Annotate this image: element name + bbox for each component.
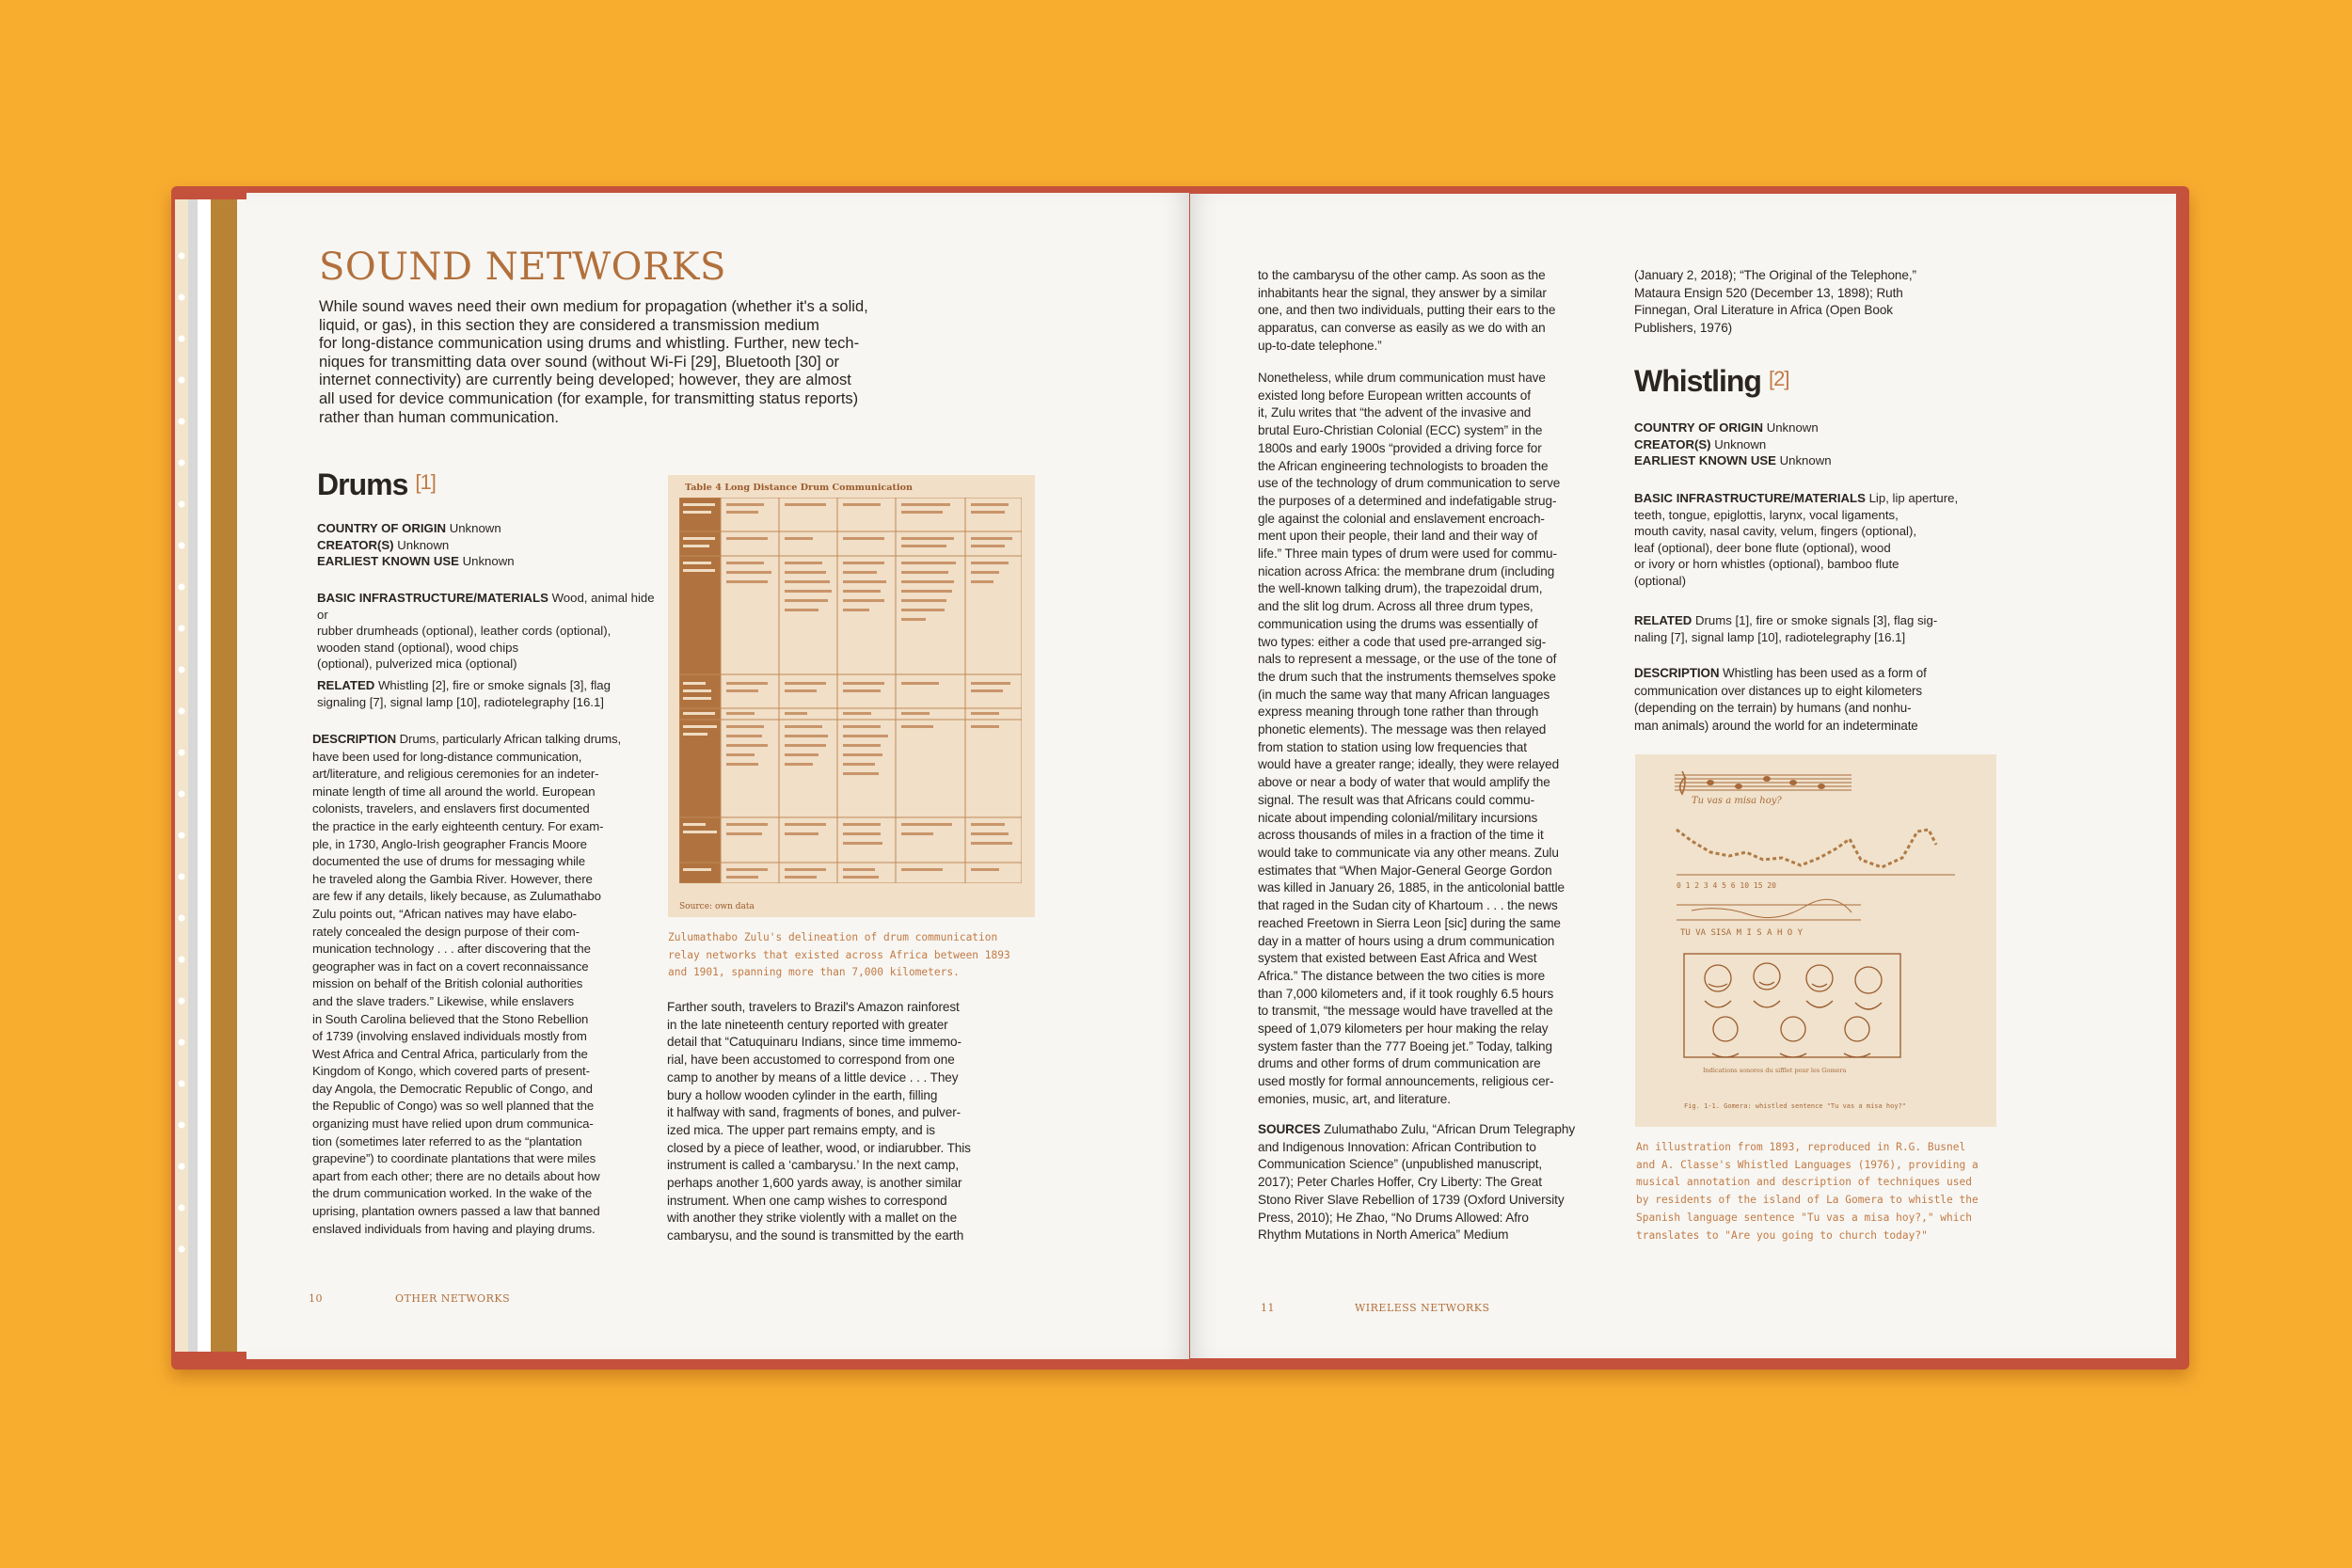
sources-block xyxy=(1258,1121,1634,1244)
drums-related xyxy=(317,677,665,710)
whistling-heading xyxy=(1634,364,1788,399)
illustration-fig-label: Fig. 1-1. Gomera: whistled sentence "Tu vas a misa hoy?" xyxy=(1684,1102,1907,1110)
right-page xyxy=(1190,194,2176,1358)
country-value: Unknown xyxy=(449,521,501,535)
section-intro: While sound waves need their own medium for propagation (whether it's a solid, liquid, or gas), in this section they are considered a transmission medium for long-distance communication using drums and whistling. Further, new tech- niques for transmitting data over sound (without Wi-Fi [29], Bluetooth [30] or internet connectivity) are currently being developed; however, they are almost all used for device communication (for example, for transmitting status reports) rather than human communication. xyxy=(319,298,868,426)
whistling-earliest-label: EARLIEST KNOWN USE xyxy=(1634,453,1776,467)
table-grid xyxy=(679,498,1022,883)
earliest-label: EARLIEST KNOWN USE xyxy=(317,554,459,568)
drums-description xyxy=(312,731,670,1238)
drums-ref: [1] xyxy=(415,470,436,494)
left-folio-number: 10 xyxy=(309,1292,323,1305)
sources-continued: (January 2, 2018); “The Original of the Telephone,” Mataura Ensign 520 (December 13, 1898); Ruth Finnegan, Oral Literature in Africa (Open Book Publishers, 1976) xyxy=(1634,268,1916,336)
materials-label: BASIC INFRASTRUCTURE/MATERIALS xyxy=(317,591,548,605)
drums-column-2: Farther south, travelers to Brazil's Amazon rainforest in the late nineteenth century reported with greater detail that “Catuquinaru Indians, since time immemo- rial, have been accustomed to correspond from one camp to another by means of a little device . . . They bury a hollow wooden cylinder in the earth, filling it halfway with sand, fragments of bones, and pulver- ized mica. The upper part remains empty, and is closed by a piece of leather, wood, or indiarubber. This instrument is called a ‘cambarysu.’ In the next camp, perhaps another 1,600 yards away, is another similar instrument. When one camp wishes to correspond with another they strike violently with a mallet on the cambarysu, and the sound is transmitted by the earth xyxy=(667,1000,971,1243)
whistling-description-value: Whistling has been used as a form of communication over distances up to eight kilometers (depending on the terrain) by humans (and nonhu- man animals) around the world for an indeterminate xyxy=(1634,666,1927,734)
binding-dots xyxy=(177,235,186,1270)
drums-heading xyxy=(317,467,436,502)
scale-text: 0 1 2 3 4 5 6 10 15 20 xyxy=(1677,881,1776,890)
description-value: Drums, particularly African talking drums, have been used for long-distance communication, art/literature, and religious ceremonies for an indeter- minate length of time all around the world. European colonists, travelers, and enslavers first documented the practice in the early eighteenth century. For exam- ple, in 1730, Anglo-Irish geographer Francis Moore documented the use of drums for messaging while he traveled along the Gambia River. However, there are few if any details, likely because, as Zulumathabo Zulu points out, “African natives may have elabo- rately concealed the design purpose of their com- munication technology . . . after discovering that the geographer was in fact on a covert reconnaissance mission on behalf of the British colonial authorities and the slave traders.” Likewise, while enslavers in South Carolina believed that the Stono Rebellion of 1739 (involving enslaved individuals mostly from West Africa and Central Africa, particularly from the Kingdom of Kongo, which covered parts of present- day Angola, the Democratic Republic of Congo, and the Republic of Congo) was so well planned that the organizing must have relied upon drum communica- tion (sometimes later referred to as the “plantation grapevine”) to coordinate plantations that were miles apart from each other; there are no details about how the drum communication worked. In the wake of the uprising, plantation owners passed a law that banned enslaved individuals from having and playing drums. xyxy=(312,732,622,1236)
section-title: SOUND NETWORKS xyxy=(319,245,726,289)
table-source: Source: own data xyxy=(679,902,755,911)
whistling-description xyxy=(1634,665,2001,736)
whistling-meta xyxy=(1634,420,1973,469)
description-label: DESCRIPTION xyxy=(312,732,397,746)
whistling-creators-label: CREATOR(S) xyxy=(1634,436,1711,451)
whistling-country-label: COUNTRY OF ORIGIN xyxy=(1634,420,1764,435)
lyric-text: Tu vas a misa hoy? xyxy=(1692,796,1782,806)
whistling-related xyxy=(1634,612,1992,645)
whistling-drawing xyxy=(1635,754,1996,1127)
whistling-description-label: DESCRIPTION xyxy=(1634,666,1720,680)
whistling-materials-label: BASIC INFRASTRUCTURE/MATERIALS xyxy=(1634,491,1866,505)
earliest-value: Unknown xyxy=(462,554,515,568)
drums-title: Drums xyxy=(317,467,408,501)
illustration-footer: Indications sonores du sifflet pour les Gomera xyxy=(1703,1067,1847,1074)
whistling-title: Whistling xyxy=(1634,364,1761,398)
creators-value: Unknown xyxy=(397,537,450,552)
whistling-related-label: RELATED xyxy=(1634,613,1692,627)
drums-materials xyxy=(317,590,665,673)
drum-relay-table-image xyxy=(668,475,1035,917)
related-value: Whistling [2], fire or smoke signals [3], flag signaling [7], signal lamp [10], radiotelegraphy [16.1] xyxy=(317,678,611,709)
whistling-illustration xyxy=(1635,754,1996,1127)
whistling-creators-value: Unknown xyxy=(1714,436,1767,451)
whistling-ref: [2] xyxy=(1768,367,1789,390)
related-label: RELATED xyxy=(317,678,375,692)
whistling-materials xyxy=(1634,490,1992,589)
drums-meta xyxy=(317,520,656,570)
creators-label: CREATOR(S) xyxy=(317,537,394,552)
left-page xyxy=(246,193,1189,1359)
whistling-country-value: Unknown xyxy=(1766,420,1819,435)
whistling-related-value: Drums [1], fire or smoke signals [3], flag sig- naling [7], signal lamp [10], radiotelegraphy [16.1] xyxy=(1634,613,1938,644)
cambarysu-continued: to the cambarysu of the other camp. As soon as the inhabitants hear the signal, they answer by a similar one, and then two individuals, putting their ears to the apparatus, can converse as easily as we do with an up-to-date telephone.” xyxy=(1258,268,1556,353)
left-folio-section: OTHER NETWORKS xyxy=(395,1292,511,1305)
country-label: COUNTRY OF ORIGIN xyxy=(317,521,447,535)
whistling-materials-value: Lip, lip aperture, teeth, tongue, epiglottis, larynx, vocal ligaments, mouth cavity, nasal cavity, velum, fingers (optional), leaf (optional), deer bone flute (optional), wood or ivory or horn whistles (optional), bamboo flute (optional) xyxy=(1634,491,1959,588)
whistling-earliest-value: Unknown xyxy=(1779,453,1832,467)
sources-value: Zulumathabo Zulu, “African Drum Telegraphy and Indigenous Innovation: African Contribution to Communication Science” (unpublished manuscript, 2017); Peter Charles Hoffer, Cry Liberty: The Great Stono River Slave Rebellion of 1739 (Oxford University Press, 2010); He Zhao, “No Drums Allowed: Afro Rhythm Mutations in North America” Medium xyxy=(1258,1122,1576,1243)
right-folio-number: 11 xyxy=(1261,1302,1275,1314)
table-caption: Zulumathabo Zulu's delineation of drum communication relay networks that existed across Africa between 1893 and 1901, spanning more than 7,000 kilometers. xyxy=(668,931,1010,979)
syllables-text: TU VA SISA M I S A H O Y xyxy=(1680,928,1804,938)
sources-label: SOURCES xyxy=(1258,1122,1321,1136)
table-title: Table 4 Long Distance Drum Communication xyxy=(685,483,913,493)
right-folio-section: WIRELESS NETWORKS xyxy=(1355,1302,1490,1314)
materials-value: Wood, animal hide or rubber drumheads (optional), leather cords (optional), wooden stand (optional), wood chips (optional), pulverized mica (optional) xyxy=(317,591,655,671)
illustration-caption: An illustration from 1893, reproduced in R.G. Busnel and A. Classe's Whistled Languages (1976), providing a musical annotation and description of techniques used by residents of the island of La Gomera to whistle the Spanish language sentence "Tu vas a misa hoy?," which translates to "Are you going to church today?" xyxy=(1636,1141,1979,1242)
drum-history-text: Nonetheless, while drum communication must have existed long before European written accounts of it, Zulu writes that “the advent of the invasive and brutal Euro-Christian Colonial (ECC) system” in the 1800s and early 1900s “provided a driving force for the African engineering technologists to broaden the use of the technology of drum communication to serve the purposes of a determined and indefatigable strug- gle against the colonial and enslavement encroach- ment upon their people, their land and their way of life.” Three main types of drum were used for commu- nication across Africa: the membrane drum (including the well-known talking drum), the trapezoidal drum, and the slit log drum. Across all three drum types, communication using the drums was essentially of two types: either a code that used pre-arranged sig- nals to represent a message, or the use of the tone of the drum such that the instruments themselves spoke (in much the same way that many African languages express meaning through tone rather than through phonetic elements). The message was then relayed from station to station using low frequencies that would have a greater range; ideally, they were relayed above or near a body of water that would amplify the signal. The result was that Africans could commu- nicate about impending colonial/military incursions across thousands of miles in a fraction of the time it would take to communicate via any other means. Zulu estimates that “When Major-General George Gordon was killed in January 26, 1885, in the anticolonial battle that raged in the Sudan city of Khartoum . . . the news reached Freetown in Sierra Leon [sic] during the same day in a matter of hours using a drum communication system that existed between East Africa and West Africa.” The distance between the two cities is more than 7,000 kilometers and, if it took roughly 6.5 hours to transmit, “the message would have travelled at the speed of 1,079 kilometers per hour making the relay system faster than the 777 Boeing jet.” Today, talking drums and other forms of drum communication are used mostly for formal announcements, religious cer- emonies, music, art, and literature. xyxy=(1258,371,1565,1106)
